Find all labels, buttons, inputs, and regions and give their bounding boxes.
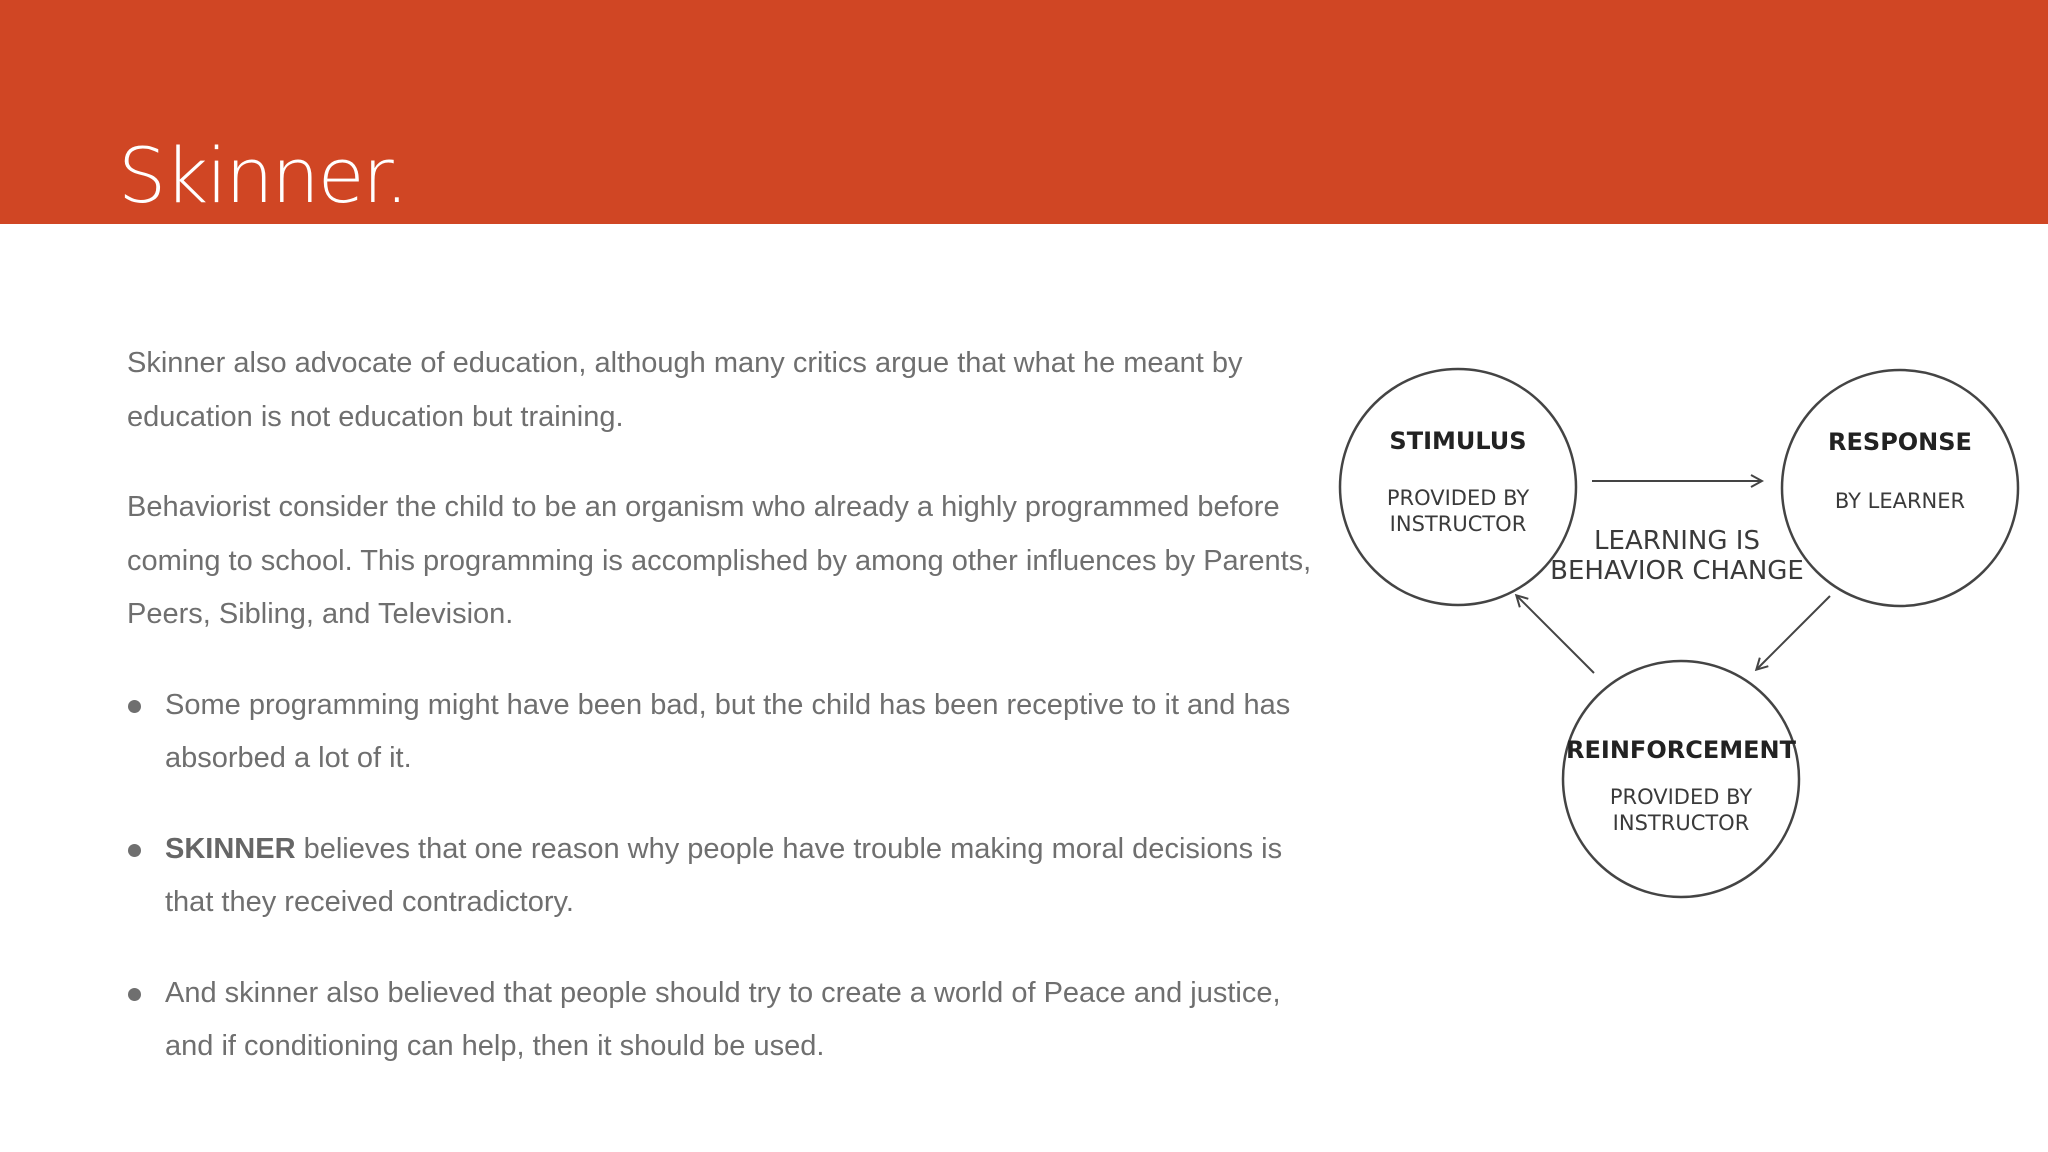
center-label [1550,526,1804,586]
reinforcement-line-2: INSTRUCTOR [1612,811,1750,835]
reinforcement-node [1563,661,1799,897]
bullet-item-peace-justice [127,967,1327,1074]
reinforcement-title: REINFORCEMENT [1566,736,1796,764]
paragraph-education: Skinner also advocate of education, although many critics argue that what he meant by education is not education but training. [127,347,1243,433]
bullet-dot-icon [128,700,141,713]
center-label-line-1: LEARNING IS [1594,526,1760,556]
response-line-1: BY LEARNER [1834,489,1966,513]
response-node [1782,370,2018,606]
bullet-item-programming [127,679,1327,786]
response-circle [1782,370,2018,606]
stimulus-node [1340,369,1576,605]
bullet-dot-icon [128,988,141,1001]
stimulus-title: STIMULUS [1389,427,1527,455]
bullet-bold-name: SKINNER [165,832,296,865]
reinforcement-line-1: PROVIDED BY [1609,785,1753,809]
slide-content [127,337,1327,1111]
arrow-reinforcement-to-stimulus [1517,596,1594,673]
title-bar [0,0,2048,224]
bullet-list [127,679,1327,1074]
bullet-text: Some programming might have been bad, but the child has been receptive to it and has absorbed a lot of it. [165,688,1291,774]
stimulus-line-1: PROVIDED BY [1386,486,1530,510]
bullet-text: And skinner also believed that people should try to create a world of Peace and justice, and if conditioning can help, then it should be used. [165,976,1281,1062]
reinforcement-circle [1563,661,1799,897]
bullet-dot-icon [128,844,141,857]
center-label-line-2: BEHAVIOR CHANGE [1550,556,1804,586]
paragraph-behaviorist: Behaviorist consider the child to be an organism who already a highly programmed before coming to school. This programming is accomplished by among other influences by Parents, Peers, Sibling, and Television. [127,491,1312,630]
arrow-response-to-reinforcement [1757,596,1830,669]
bullet-item-skinner-moral [127,823,1327,930]
learning-cycle-diagram [1330,360,2030,910]
bullet-text: believes that one reason why people have trouble making moral decisions is that they received contradictory. [165,832,1283,918]
stimulus-line-2: INSTRUCTOR [1389,512,1527,536]
response-title: RESPONSE [1828,428,1972,456]
slide-title: Skinner. [118,131,407,220]
